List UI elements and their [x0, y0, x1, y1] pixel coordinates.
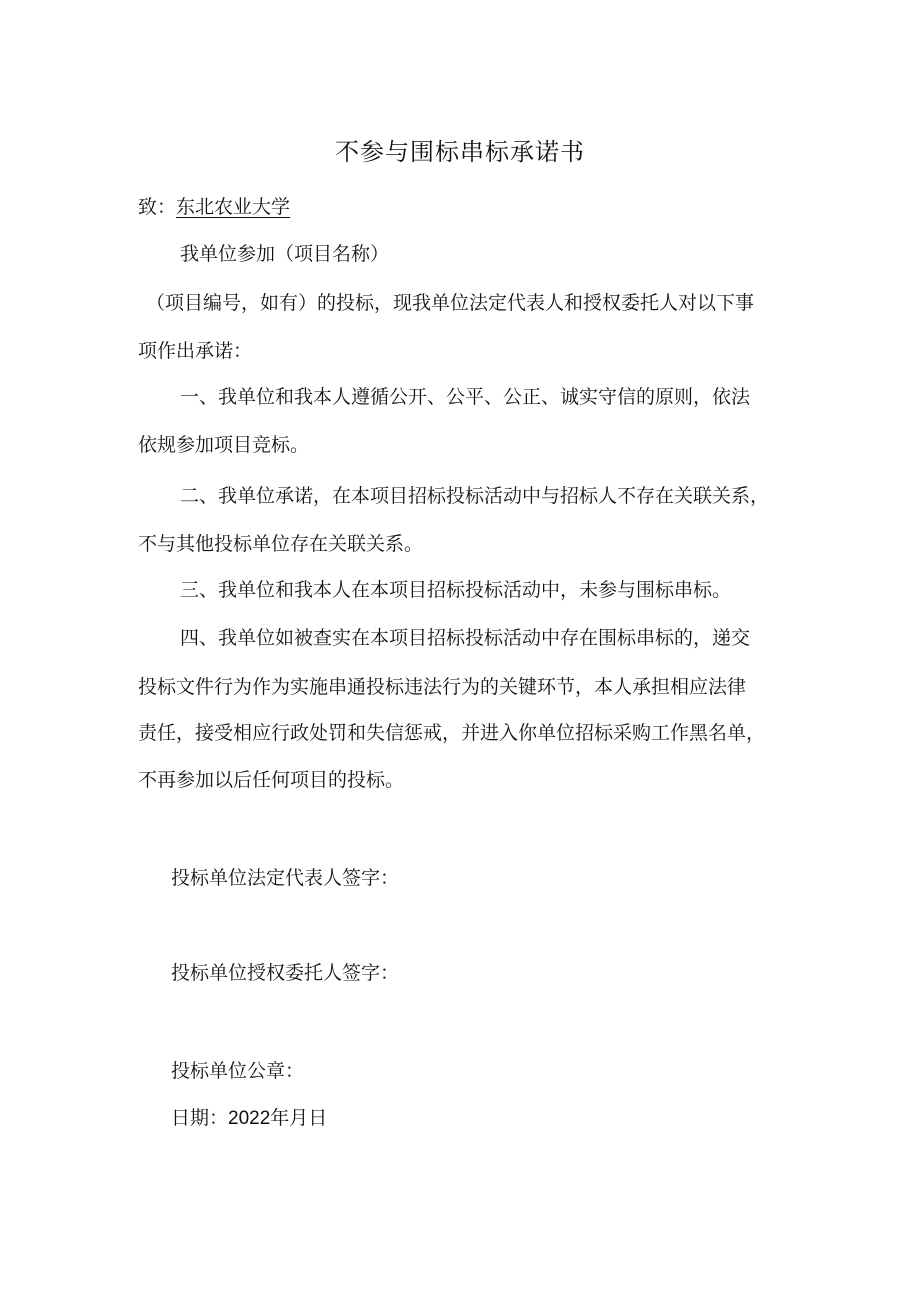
date-suffix: 年月日	[270, 1107, 328, 1129]
body-line-5: 依规参加项目竞标。	[138, 434, 310, 456]
document-title: 不参与围标串标承诺书	[335, 138, 585, 166]
company-seal-label: 投标单位公章：	[171, 1060, 305, 1082]
body-line-4: 一、我单位和我本人遵循公开、公平、公正、诚实守信的原则，依法	[180, 386, 751, 408]
date-label: 日期：	[171, 1107, 229, 1129]
body-line-1: 我单位参加（项目名称）	[180, 243, 390, 265]
recipient-line	[138, 192, 788, 222]
body-line-3: 项作出承诺：	[138, 340, 253, 362]
body-line-2: （项目编号，如有）的投标，现我单位法定代表人和授权委托人对以下事	[146, 292, 755, 314]
recipient-name: 东北农业大学	[176, 196, 291, 218]
recipient-prefix: 致：	[138, 196, 177, 218]
body-line-8: 三、我单位和我本人在本项目招标投标活动中，未参与围标串标。	[180, 579, 732, 601]
body-line-12: 不再参加以后任何项目的投标。	[138, 769, 405, 791]
date-year: 2022	[228, 1108, 271, 1129]
date-line	[171, 1103, 821, 1134]
body-line-7: 不与其他投标单位存在关联关系。	[138, 533, 424, 555]
body-line-10: 投标文件行为作为实施串通投标违法行为的关键环节，本人承担相应法律	[138, 676, 747, 698]
signature-legal-representative: 投标单位法定代表人签字：	[171, 867, 400, 889]
signature-authorized-agent: 投标单位授权委托人签字：	[171, 962, 400, 984]
body-line-6: 二、我单位承诺，在本项目招标投标活动中与招标人不存在关联关系，	[180, 485, 770, 507]
body-line-11: 责任，接受相应行政处罚和失信惩戒，并进入你单位招标采购工作黑名单，	[138, 722, 766, 744]
body-line-9: 四、我单位如被查实在本项目招标投标活动中存在围标串标的，递交	[180, 627, 751, 649]
